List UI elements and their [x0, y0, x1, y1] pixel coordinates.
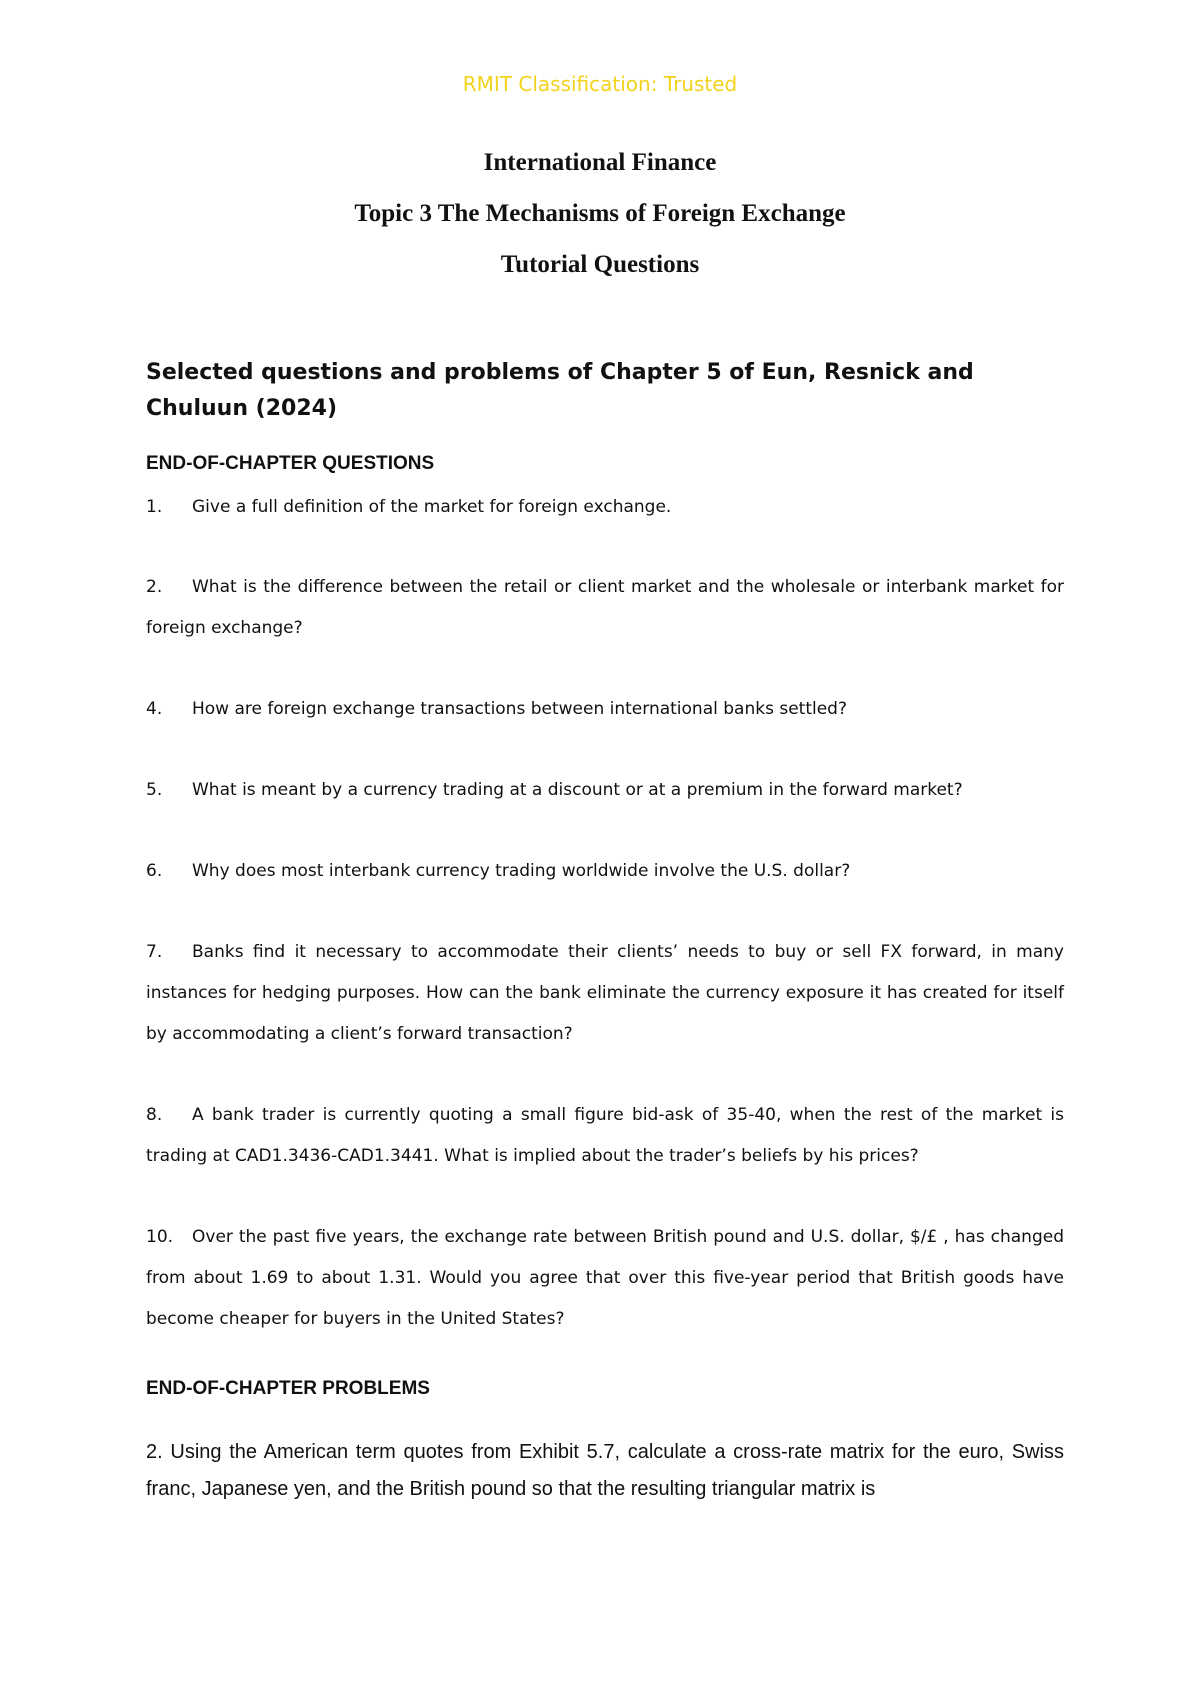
course-title: International Finance — [483, 149, 717, 176]
question-number: 7. — [146, 942, 163, 962]
tutorial-title: Tutorial Questions — [500, 251, 700, 278]
question-item — [146, 689, 1064, 730]
question-text: What is the difference between the retail or client market and the wholesale or interbank market for foreign exchange? — [146, 577, 1064, 638]
question-text: Banks find it necessary to accommodate their clients’ needs to buy or sell FX forward, in many instances for hedging purposes. How can the bank eliminate the currency exposure it has created for itself by accommodating a client’s forward transaction? — [146, 942, 1064, 1044]
question-number: 10. — [146, 1227, 174, 1247]
questions-heading: END-OF-CHAPTER QUESTIONS — [146, 453, 435, 474]
problem-text: Using the American term quotes from Exhibit 5.7, calculate a cross-rate matrix for the euro, Swiss franc, Japanese yen, and the British pound so that the resulting triangular matrix is — [146, 1441, 1064, 1500]
problem-number: 2. — [146, 1441, 163, 1463]
question-item — [146, 932, 1064, 1055]
question-item — [146, 1217, 1064, 1340]
question-item — [146, 770, 1064, 811]
question-text: How are foreign exchange transactions between international banks settled? — [192, 699, 847, 719]
title-block — [0, 146, 1200, 299]
question-number: 6. — [146, 861, 163, 881]
question-text: A bank trader is currently quoting a small figure bid-ask of 35-40, when the rest of the market is trading at CAD1.3436-CAD1.3441. What is implied about the trader’s beliefs by his prices? — [146, 1105, 1064, 1166]
problem-item — [146, 1434, 1064, 1508]
question-number: 1. — [146, 497, 163, 517]
question-number: 8. — [146, 1105, 163, 1125]
question-number: 4. — [146, 699, 163, 719]
question-text: Why does most interbank currency trading worldwide involve the U.S. dollar? — [192, 861, 851, 881]
question-number: 5. — [146, 780, 163, 800]
question-item — [146, 1095, 1064, 1177]
question-item — [146, 567, 1064, 649]
question-text: Over the past five years, the exchange rate between British pound and U.S. dollar, $/£ , has changed from about 1.69 to about 1.31. Would you agree that over this five-year period that British goods have become cheaper for buyers in the United States? — [146, 1227, 1064, 1329]
section-heading: Selected questions and problems of Chapter 5 of Eun, Resnick and Chuluun (2024) — [146, 360, 974, 421]
question-text: What is meant by a currency trading at a discount or at a premium in the forward market? — [192, 780, 963, 800]
question-number: 2. — [146, 577, 163, 597]
question-text: Give a full definition of the market for foreign exchange. — [192, 497, 672, 517]
problems-heading: END-OF-CHAPTER PROBLEMS — [146, 1378, 430, 1399]
topic-title: Topic 3 The Mechanisms of Foreign Exchange — [354, 200, 846, 227]
question-item — [146, 851, 1064, 892]
classification-label: RMIT Classification: Trusted — [462, 72, 738, 96]
question-item — [146, 487, 1064, 528]
content — [146, 355, 1064, 1508]
